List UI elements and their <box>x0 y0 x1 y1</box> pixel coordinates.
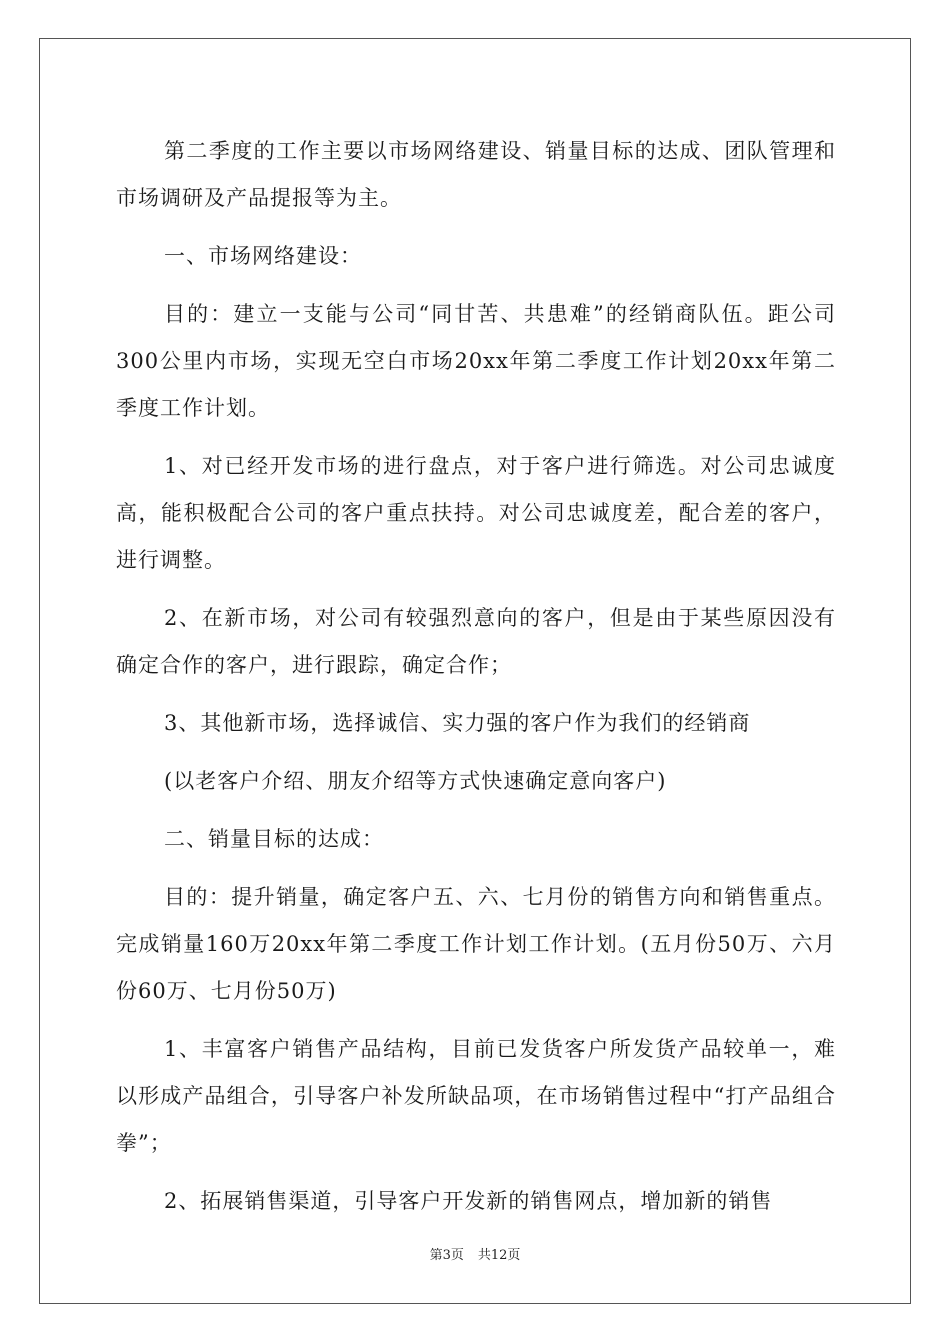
section-heading-network: 一、市场网络建设： <box>164 244 362 268</box>
paragraph-network-item-1: 1、对已经开发市场的进行盘点，对于客户进行筛选。对公司忠诚度高，能积极配合公司的客户重点扶持。对公司忠诚度差，配合差的客户，进行调整。 <box>116 454 836 572</box>
page-number: 第3页 <box>429 1248 464 1263</box>
page-footer <box>0 1246 950 1266</box>
paragraph-sales-goal: 目的：提升销量，确定客户五、六、七月份的销售方向和销售重点。完成销量160万20xx年第二季度工作计划工作计划。(五月份50万、六月份60万、七月份50万) <box>116 885 836 1003</box>
paragraph-sales-item-1: 1、丰富客户销售产品结构，目前已发货客户所发货产品较单一，难以形成产品组合，引导客户补发所缺品项，在市场销售过程中“打产品组合拳”； <box>116 1037 836 1155</box>
paragraph-sales-item-2: 2、拓展销售渠道，引导客户开发新的销售网点，增加新的销售 <box>164 1189 773 1213</box>
paragraph-network-note: (以老客户介绍、朋友介绍等方式快速确定意向客户) <box>164 769 667 793</box>
paragraph-intro: 第二季度的工作主要以市场网络建设、销量目标的达成、团队管理和市场调研及产品提报等为主。 <box>116 139 836 210</box>
paragraph-network-goal: 目的：建立一支能与公司“同甘苦、共患难”的经销商队伍。距公司300公里内市场，实现无空白市场20xx年第二季度工作计划20xx年第二季度工作计划。 <box>116 302 836 420</box>
page-total: 共12页 <box>477 1248 521 1263</box>
section-heading-sales: 二、销量目标的达成： <box>164 827 384 851</box>
paragraph-network-item-3: 3、其他新市场，选择诚信、实力强的客户作为我们的经销商 <box>164 711 751 735</box>
paragraph-network-item-2: 2、在新市场，对公司有较强烈意向的客户，但是由于某些原因没有确定合作的客户，进行跟踪，确定合作； <box>116 606 836 677</box>
document-body <box>116 128 836 1236</box>
